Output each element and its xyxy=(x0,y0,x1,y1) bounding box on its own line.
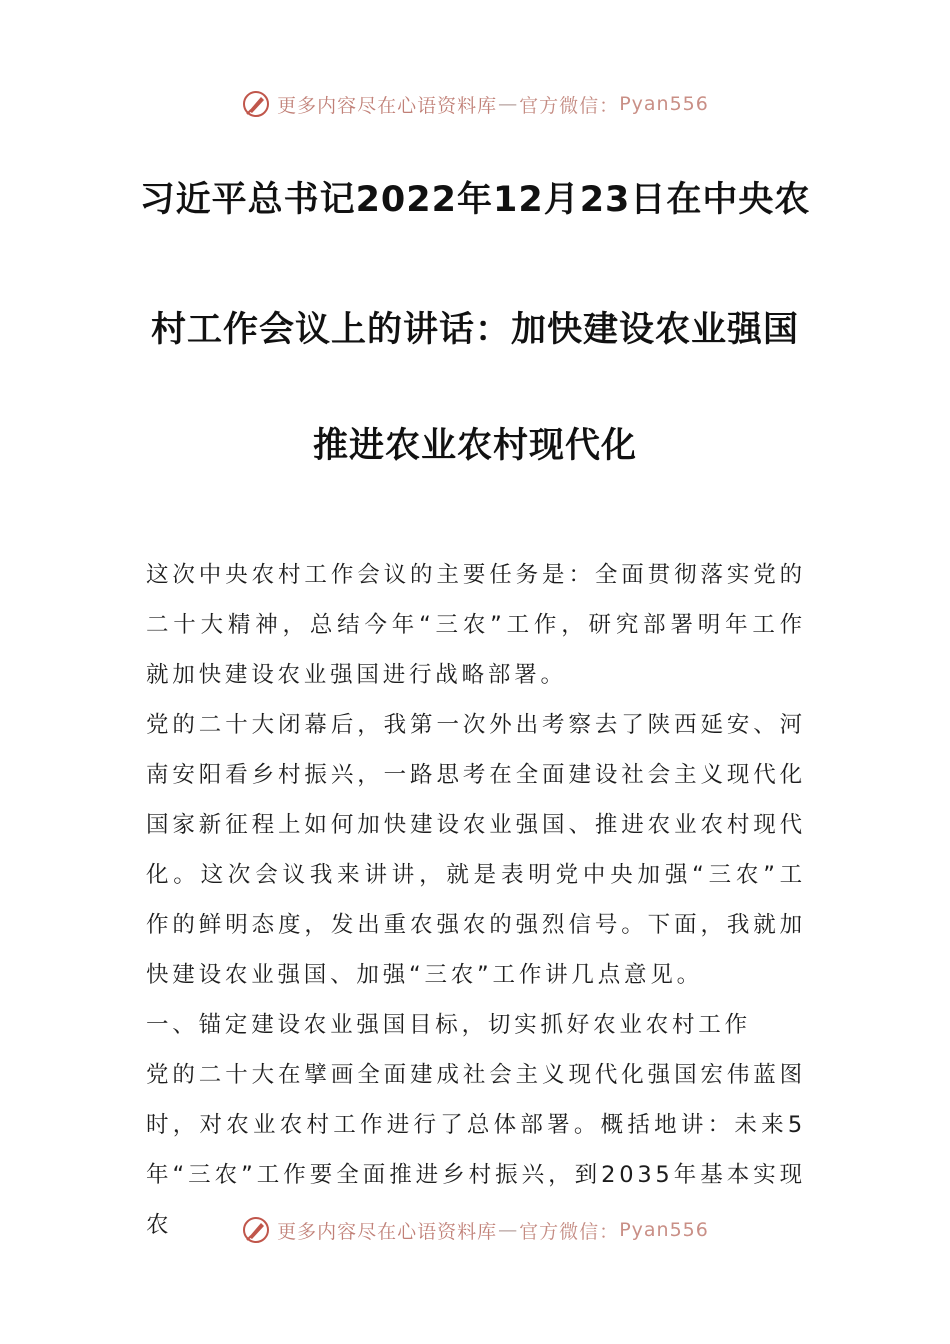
body-paragraph-3: 党的二十大在擘画全面建成社会主义现代化强国宏伟蓝图时，对农业农村工作进行了总体部署。概括地讲：未来5年“三农”工作要全面推进乡村振兴，到2035年基本实现农 xyxy=(146,1062,806,1238)
banner-separator: — xyxy=(498,1219,519,1241)
banner-site-text: 更多内容尽在心语资料库 xyxy=(277,1220,498,1243)
document-title-line-3: 推进农业农村现代化 xyxy=(312,426,637,466)
banner-wechat-label: 官方微信： xyxy=(519,1220,620,1243)
footer-banner xyxy=(0,1210,950,1250)
banner-wechat-id: Pyan556 xyxy=(619,1219,709,1241)
banner-site-text: 更多内容尽在心语资料库 xyxy=(277,94,498,117)
quill-pen-logo-icon xyxy=(241,1215,271,1245)
banner-wechat-id: Pyan556 xyxy=(619,93,709,115)
header-banner xyxy=(0,84,950,124)
quill-pen-logo-icon xyxy=(241,89,271,119)
document-title-line-1: 习近平总书记2022年12月23日在中央农 xyxy=(139,180,811,220)
banner-separator: — xyxy=(498,93,519,115)
body-paragraph-2: 党的二十大闭幕后，我第一次外出考察去了陕西延安、河南安阳看乡村振兴，一路思考在全面建设社会主义现代化国家新征程上如何加快建设农业强国、推进农业农村现代化。这次会议我来讲讲，就是表明党中央加强“三农”工作的鲜明态度，发出重农强农的强烈信号。下面，我就加快建设农业强国、加强“三农”工作讲几点意见。 xyxy=(146,712,806,988)
document-title-line-2: 村工作会议上的讲话：加快建设农业强国 xyxy=(150,310,799,350)
document-body xyxy=(146,550,806,1250)
section-heading-1: 一、锚定建设农业强国目标，切实抓好农业农村工作 xyxy=(146,1012,751,1038)
body-paragraph-1: 这次中央农村工作会议的主要任务是：全面贯彻落实党的二十大精神，总结今年“三农”工作，研究部署明年工作就加快建设农业强国进行战略部署。 xyxy=(146,562,806,688)
banner-wechat-label: 官方微信： xyxy=(519,94,620,117)
